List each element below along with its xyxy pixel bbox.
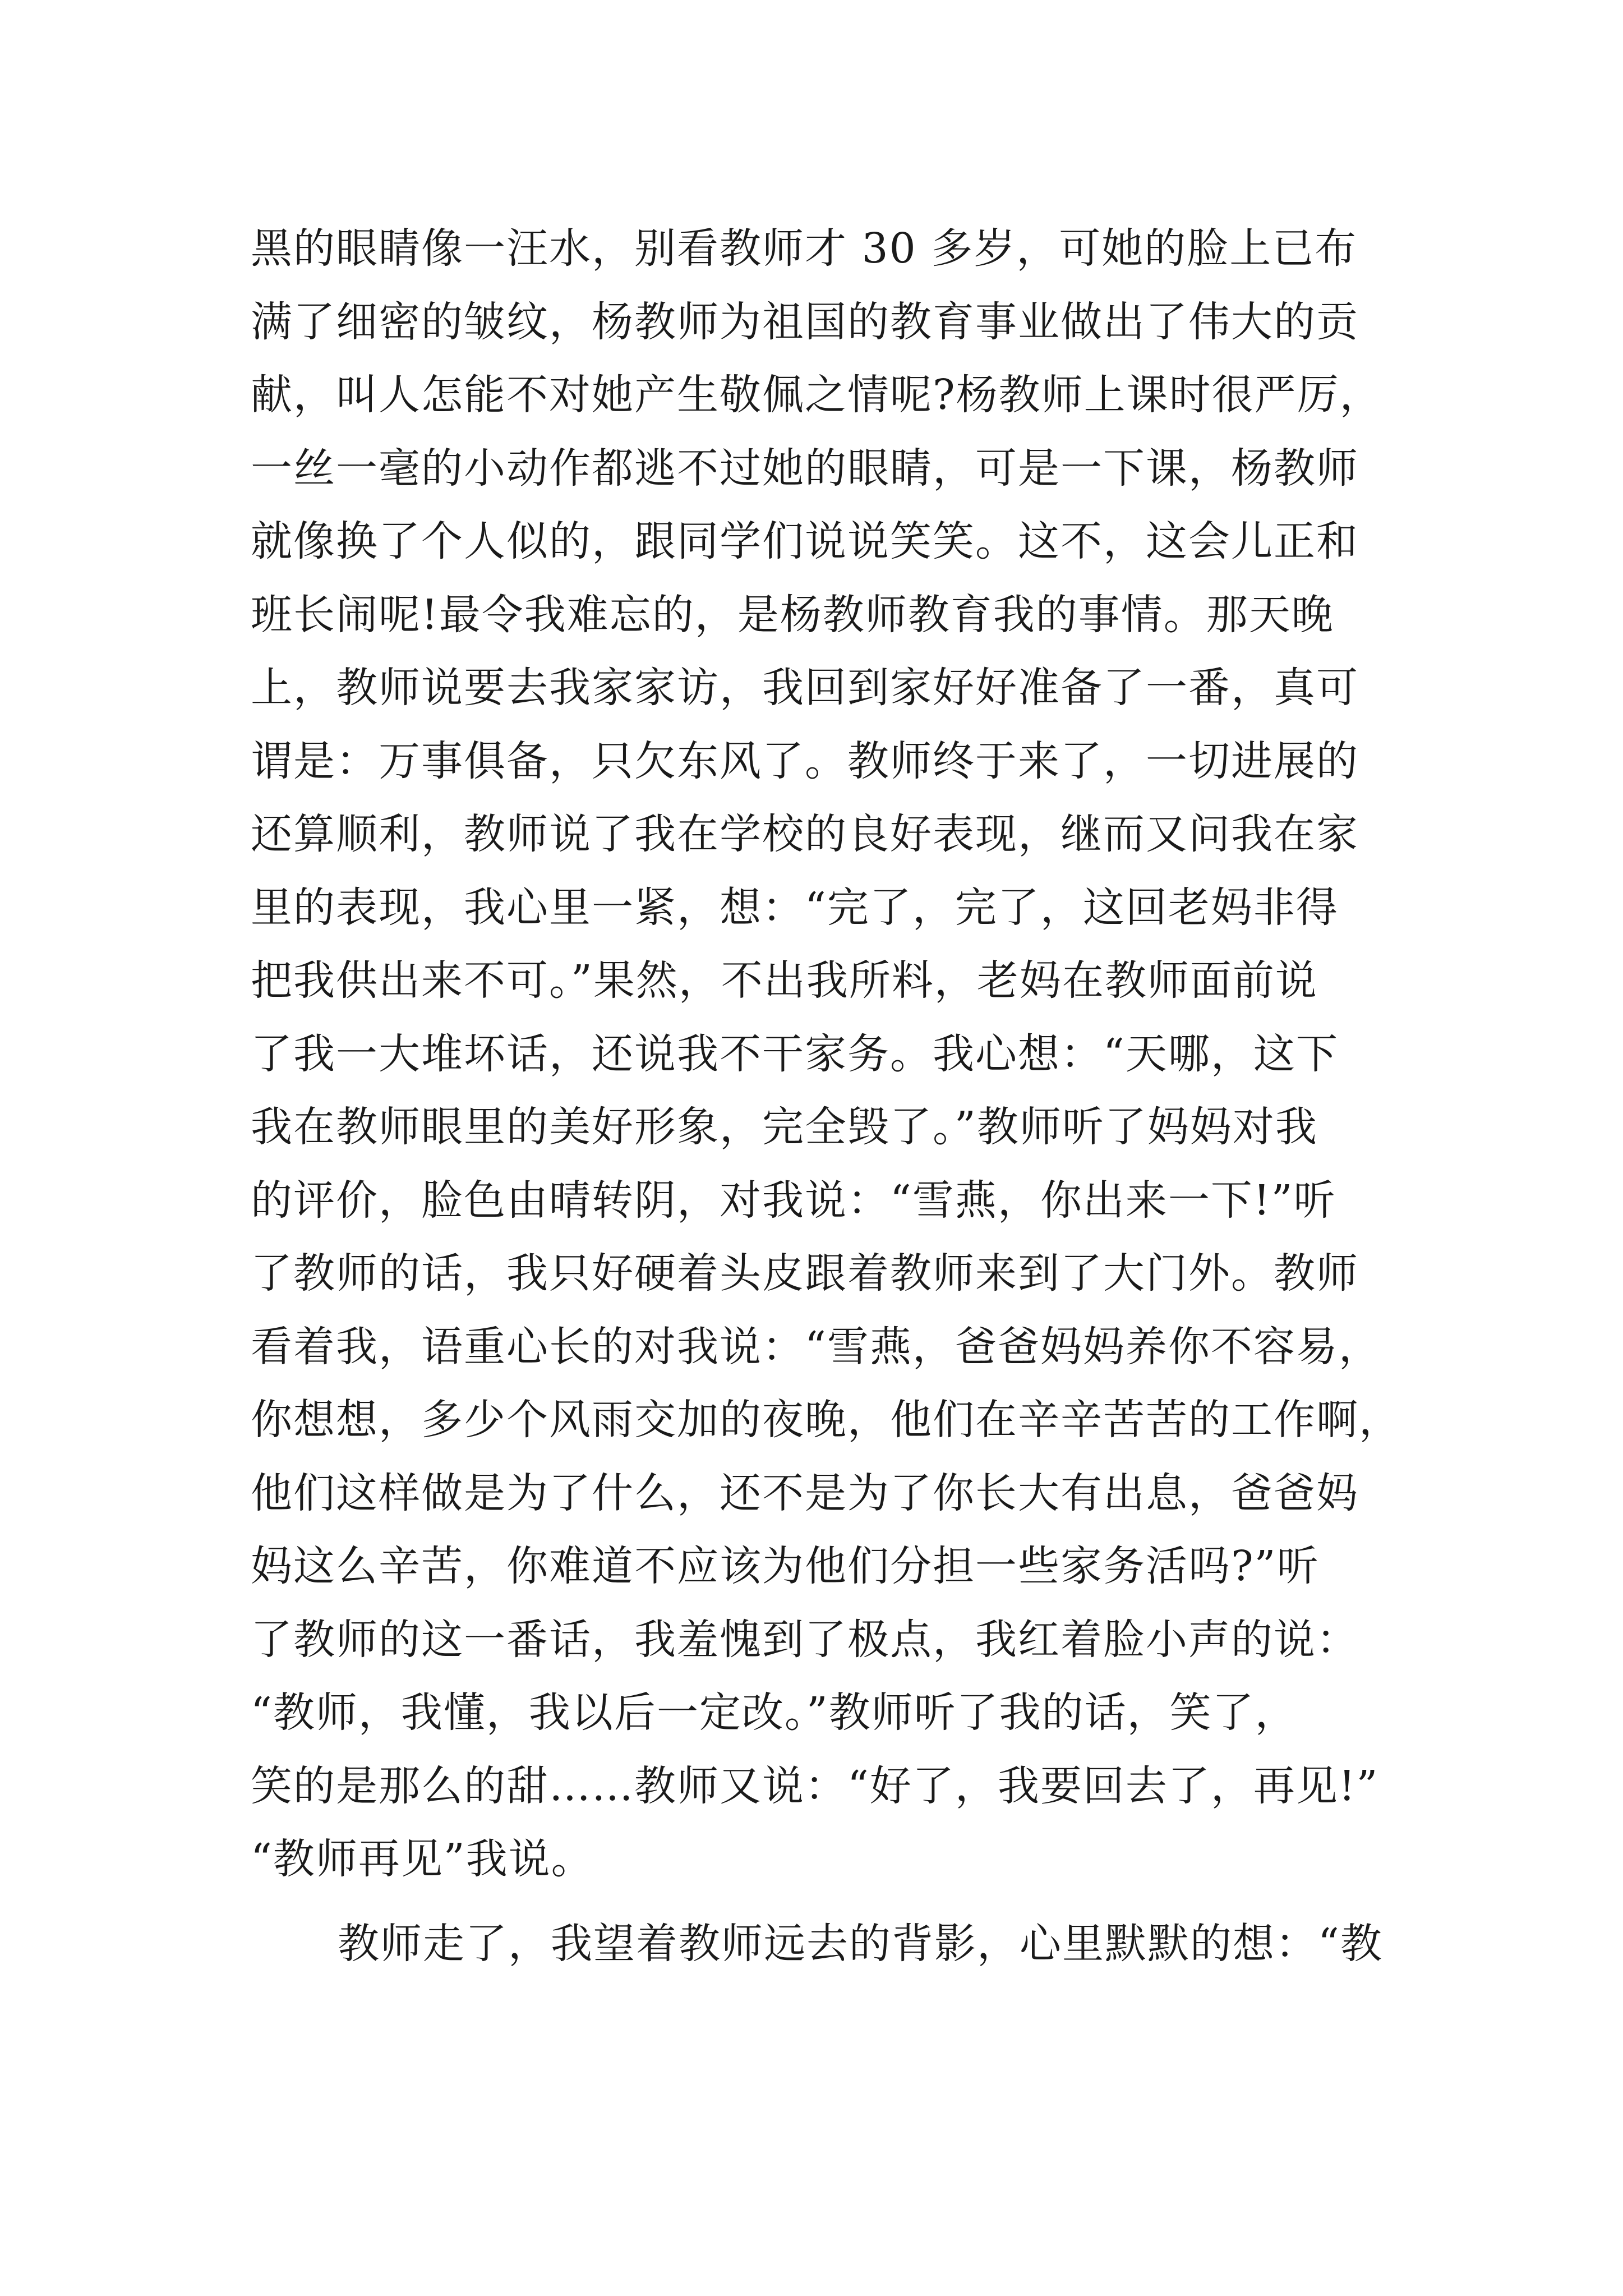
text-line: 上，教师说要去我家家访，我回到家好好准备了一番，真可 [251,664,1359,712]
text-line: 就像换了个人似的，跟同学们说说笑笑。这不，这会儿正和 [251,517,1359,565]
text-line: 献，叫人怎能不对她产生敬佩之情呢?杨教师上课时很严厉， [251,371,1382,419]
body-text [251,212,1417,1980]
paragraph [251,1907,1417,1981]
text-line: 了教师的这一番话，我羞愧到了极点，我红着脸小声的说： [251,1615,1359,1664]
text-line: 了我一大堆坏话，还说我不干家务。我心想：“天哪，这下 [251,1029,1339,1078]
text-line: 里的表现，我心里一紧，想：“完了，完了，这回老妈非得 [251,883,1339,932]
text-line: 黑的眼睛像一汪水，别看教师才 30 多岁，可她的脸上已布 [251,224,1358,273]
text-line: 看着我，语重心长的对我说：“雪燕，爸爸妈妈养你不容易， [251,1322,1381,1371]
text-line: 你想想，多少个风雨交加的夜晚，他们在辛辛苦苦的工作啊， [251,1396,1401,1444]
text-line: 妈这么辛苦，你难道不应该为他们分担一些家务活吗?”听 [251,1542,1320,1590]
text-line: “教师再见”我说。 [251,1835,594,1883]
text-line: 了教师的话，我只好硬着头皮跟着教师来到了大门外。教师 [251,1249,1359,1297]
text-line: 我在教师眼里的美好形象，完全毁了。”教师听了妈妈对我 [251,1103,1318,1151]
text-line: 还算顺利，教师说了我在学校的良好表现，继而又问我在家 [251,810,1359,858]
text-line: 把我供出来不可。”果然，不出我所料，老妈在教师面前说 [251,956,1318,1005]
text-line: 满了细密的皱纹，杨教师为祖国的教育事业做出了伟大的贡 [251,297,1359,346]
text-line: 笑的是那么的甜……教师又说：“好了，我要回去了，再见!” [251,1761,1379,1810]
text-line: 谓是：万事俱备，只欠东风了。教师终于来了，一切进展的 [251,737,1359,785]
text-line: 的评价，脸色由晴转阴，对我说：“雪燕，你出来一下!”听 [251,1176,1336,1225]
text-line: 班长闹呢!最令我难忘的，是杨教师教育我的事情。那天晚 [251,590,1334,639]
text-line: “教师，我懂，我以后一定改。”教师听了我的话，笑了， [251,1688,1298,1737]
paragraph [251,212,1417,1896]
text-line: 他们这样做是为了什么，还不是为了你长大有出息，爸爸妈 [251,1469,1359,1517]
text-line: 教师走了，我望着教师远去的背影，心里默默的想：“教 [338,1919,1383,1968]
text-line: 一丝一毫的小动作都逃不过她的眼睛，可是一下课，杨教师 [251,444,1359,493]
